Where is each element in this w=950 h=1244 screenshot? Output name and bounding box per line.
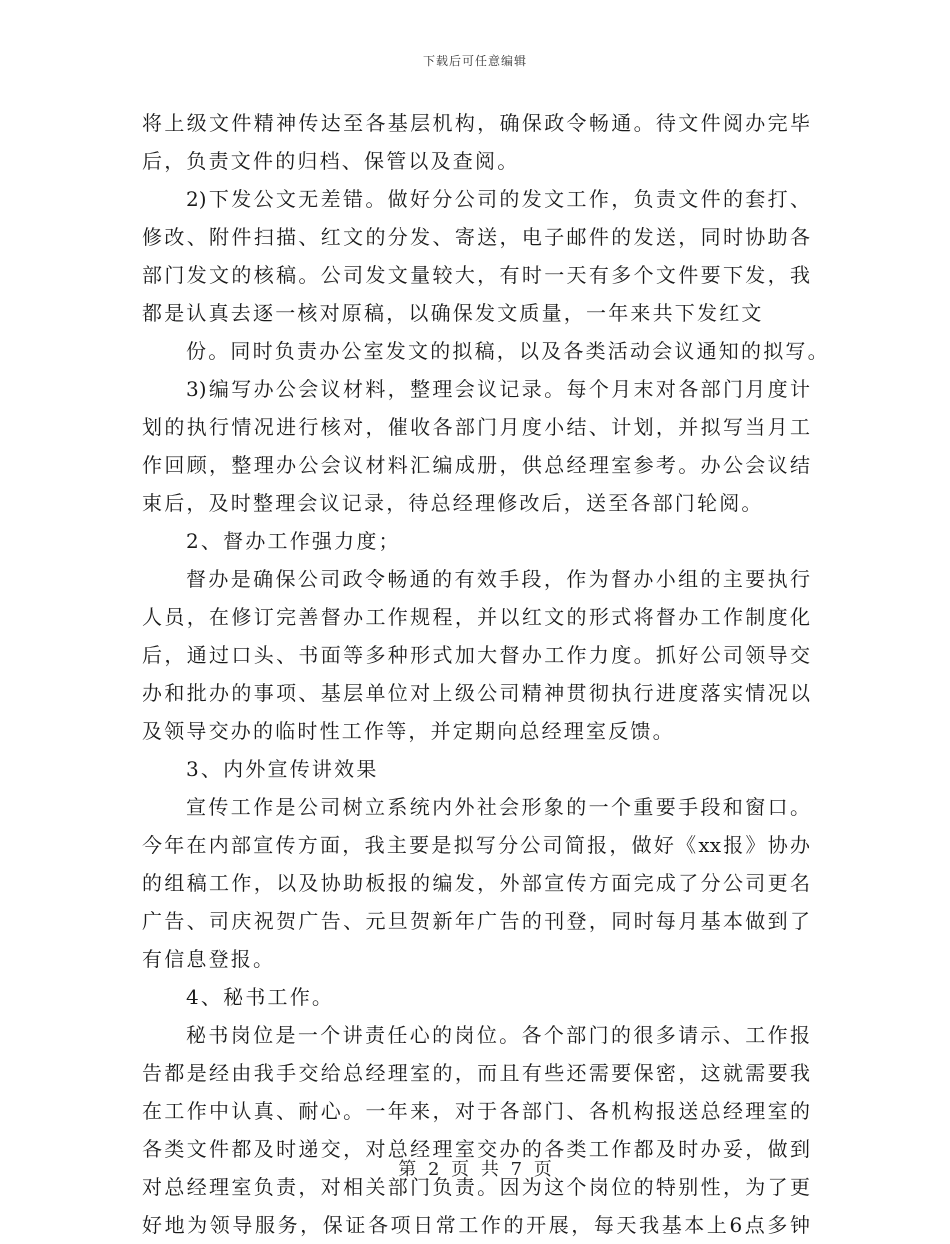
section-heading: 4、秘书工作。 — [186, 985, 335, 1009]
text-line: 部门发文的核稿。公司发文量较大，有时一天有多个文件要下发，我 — [142, 263, 810, 287]
text-line: 修改、附件扫描、红文的分发、寄送，电子邮件的发送，同时协助各 — [142, 225, 810, 249]
text-line: 人员，在修订完善督办工作规程，并以红文的形式将督办工作制度化 — [142, 605, 810, 629]
text-line: 对总经理室负责，对相关部门负责。因为这个岗位的特别性，为了更 — [142, 1175, 810, 1199]
section-heading: 3、内外宣传讲效果 — [186, 757, 379, 781]
text-line: 后，通过口头、书面等多种形式加大督办工作力度。抓好公司领导交 — [142, 643, 810, 667]
text-line: 宣传工作是公司树立系统内外社会形象的一个重要手段和窗口。 — [186, 795, 810, 819]
text-line: 告都是经由我手交给总经理室的，而且有些还需要保密，这就需要我 — [142, 1061, 810, 1085]
text-line: 各类文件都及时递交，对总经理室交办的各类工作都及时办妥，做到 — [142, 1137, 810, 1161]
text-line: 督办是确保公司政令畅通的有效手段，作为督办小组的主要执行 — [186, 567, 810, 591]
text-line: 作回顾，整理办公会议材料汇编成册，供总经理室参考。办公会议结 — [142, 453, 810, 477]
text-line: 将上级文件精神传达至各基层机构，确保政令畅通。待文件阅办完毕 — [142, 111, 810, 135]
text-line: 的组稿工作，以及协助板报的编发，外部宣传方面完成了分公司更名 — [142, 871, 810, 895]
text-line: 后，负责文件的归档、保管以及查阅。 — [142, 149, 520, 173]
text-line: 2)下发公文无差错。做好分公司的发文工作，负责文件的套打、 — [186, 187, 810, 211]
page-header: 下载后可任意编辑 — [422, 54, 527, 68]
text-line: 束后，及时整理会议记录，待总经理修改后，送至各部门轮阅。 — [142, 491, 764, 515]
text-line: 划的执行情况进行核对，催收各部门月度小结、计划，并拟写当月工 — [142, 415, 810, 439]
text-line: 份。同时负责办公室发文的拟稿，以及各类活动会议通知的拟写。 — [186, 339, 830, 363]
text-line: 秘书岗位是一个讲责任心的岗位。各个部门的很多请示、工作报 — [186, 1023, 810, 1047]
text-line: 有信息登报。 — [142, 947, 276, 971]
text-line: 好地为领导服务，保证各项日常工作的开展，每天我基本上6点多钟 — [142, 1213, 810, 1237]
page-footer: 第 2 页 共 7 页 — [398, 1159, 552, 1180]
text-line: 都是认真去逐一核对原稿，以确保发文质量，一年来共下发红文 — [142, 301, 764, 325]
section-heading: 2、督办工作强力度； — [186, 529, 401, 553]
text-line: 3)编写办公会议材料，整理会议记录。每个月末对各部门月度计 — [186, 377, 810, 401]
text-line: 广告、司庆祝贺广告、元旦贺新年广告的刊登，同时每月基本做到了 — [142, 909, 810, 933]
text-line: 今年在内部宣传方面，我主要是拟写分公司简报，做好《xx报》协办 — [142, 833, 810, 857]
text-line: 及领导交办的临时性工作等，并定期向总经理室反馈。 — [142, 719, 675, 743]
text-line: 在工作中认真、耐心。一年来，对于各部门、各机构报送总经理室的 — [142, 1099, 810, 1123]
document-body — [142, 104, 830, 1244]
text-line: 办和批办的事项、基层单位对上级公司精神贯彻执行进度落实情况以 — [142, 681, 810, 705]
